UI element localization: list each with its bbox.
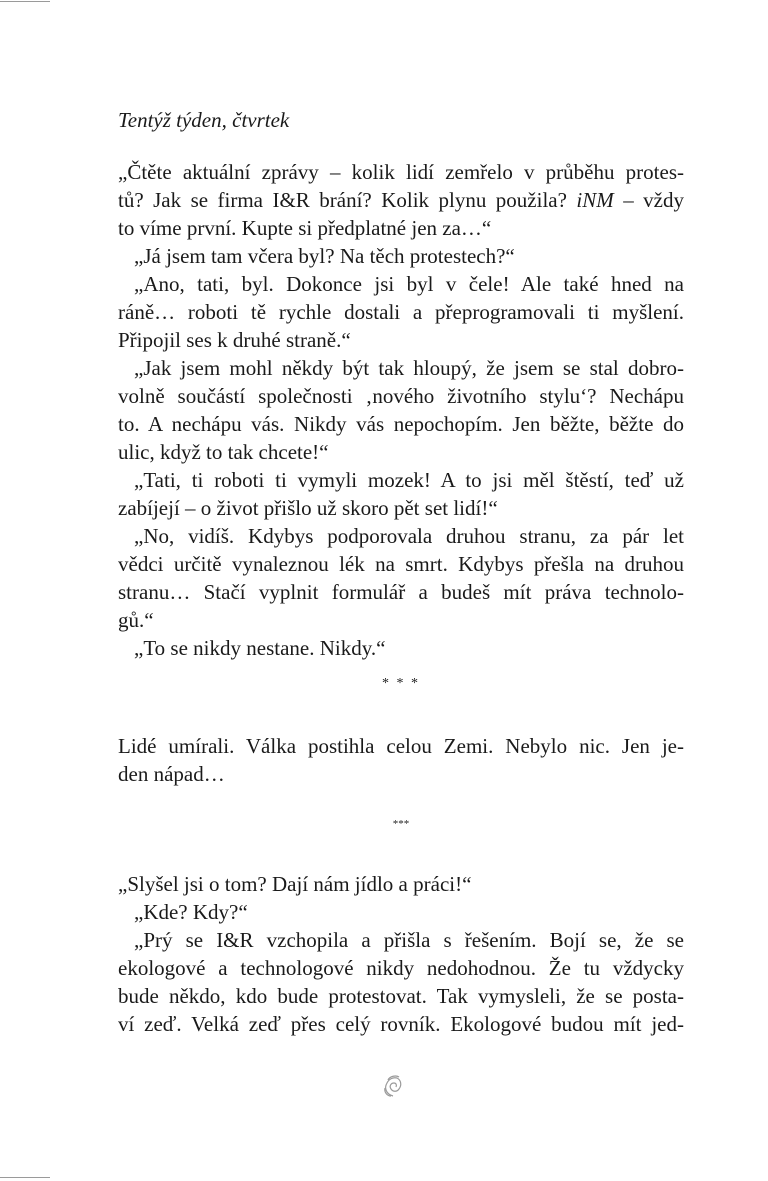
text-line: ráně… roboti tě rychle dostali a přeprogramovali ti myšlení. — [118, 300, 684, 324]
text-line: „Jak jsem mohl někdy být tak hloupý, že jsem se stal dobro- — [134, 356, 684, 380]
section-heading: Tentýž týden, čtvrtek — [118, 108, 290, 132]
text-line: bude někdo, kdo bude protestovat. Tak vymysleli, že se posta- — [118, 984, 684, 1008]
text-line: ekologové a technologové nikdy nedohodnou. Že tu vždycky — [118, 956, 684, 980]
text-line: ví zeď. Velká zeď přes celý rovník. Ekologové budou mít jed- — [118, 1012, 684, 1036]
paragraph-block-1 — [118, 158, 684, 662]
text-line: „Kde? Kdy?“ — [134, 900, 248, 924]
paragraph-block-2 — [118, 732, 684, 788]
crop-mark-top — [0, 1, 50, 2]
text-line: to. A nechápu vás. Nikdy vás nepochopím. Jen běžte, běžte do — [118, 412, 684, 436]
text-line: „Tati, ti roboti ti vymyli mozek! A to jsi měl štěstí, teď už — [134, 468, 684, 492]
text-line: to víme první. Kupte si předplatné jen za…“ — [118, 216, 492, 240]
text-line: tů? Jak se firma I&R brání? Kolik plynu použila? iNM – vždy — [118, 188, 684, 212]
text-line: „Čtěte aktuální zprávy – kolik lidí zemřelo v průběhu protes- — [118, 160, 684, 184]
floral-ornament-icon — [382, 1074, 404, 1098]
scene-separator-1: * * * — [382, 676, 420, 691]
text-line: den nápad… — [118, 762, 225, 786]
text-line: stranu… Stačí vyplnit formulář a budeš mít práva technolo- — [118, 580, 684, 604]
publication-name: iNM — [576, 188, 614, 212]
text-line: „Prý se I&R vzchopila a přišla s řešením. Bojí se, že se — [134, 928, 684, 952]
text-line: „Slyšel jsi o tom? Dají nám jídlo a práci!“ — [118, 872, 472, 896]
text-line: Lidé umírali. Válka postihla celou Zemi. Nebylo nic. Jen je- — [118, 734, 684, 758]
paragraph-block-3 — [118, 870, 684, 1038]
scene-separator-2: *** — [392, 818, 410, 830]
text-line: vědci určitě vynaleznou lék na smrt. Kdybys přešla na druhou — [118, 552, 684, 576]
text-line: „No, vidíš. Kdybys podporovala druhou stranu, za pár let — [134, 524, 684, 548]
text-line: „Já jsem tam včera byl? Na těch protestech?“ — [134, 244, 515, 268]
text-line: „Ano, tati, byl. Dokonce jsi byl v čele! Ale také hned na — [134, 272, 684, 296]
text-line: „To se nikdy nestane. Nikdy.“ — [134, 636, 386, 660]
text-line: Připojil ses k druhé straně.“ — [118, 328, 351, 352]
text-line: gů.“ — [118, 608, 154, 632]
text-line: ulic, když to tak chcete!“ — [118, 440, 329, 464]
crop-mark-bottom — [0, 1177, 50, 1178]
text-line: volně součástí společnosti ‚nového životního stylu‘? Nechápu — [118, 384, 684, 408]
text-line: zabíjejí – o život přišlo už skoro pět set lidí!“ — [118, 496, 498, 520]
